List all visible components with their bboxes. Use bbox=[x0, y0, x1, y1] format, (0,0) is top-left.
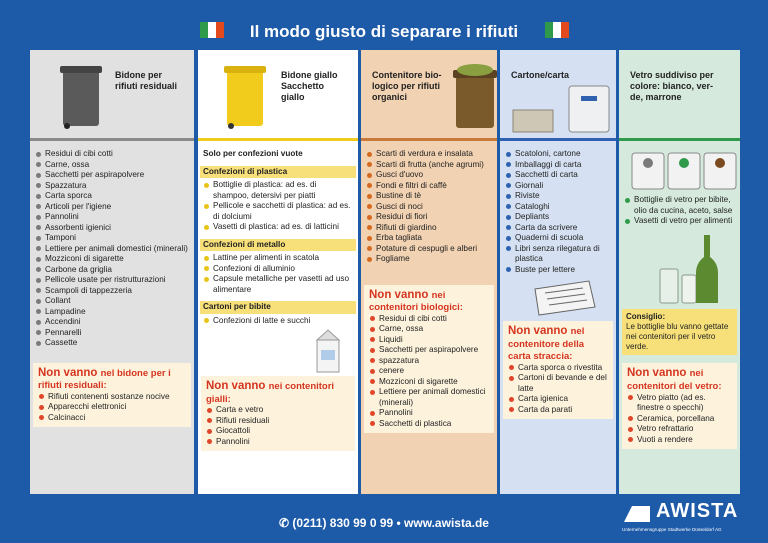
list-item: Pannolini bbox=[35, 212, 189, 223]
list-item: Gusci d'uovo bbox=[366, 170, 492, 181]
list-item: Giornali bbox=[505, 181, 611, 192]
column-heading: Vetro suddiviso per colore: bianco, ver- de, marrone bbox=[630, 70, 714, 102]
allowed-list bbox=[366, 149, 492, 265]
list-item: Liquidi bbox=[369, 335, 489, 346]
list-item: Sacchetti di carta bbox=[505, 170, 611, 181]
list-item: Rifiuti residuali bbox=[206, 416, 350, 427]
list-item: Scarti di verdura e insalata bbox=[366, 149, 492, 160]
organic-bin-icon bbox=[452, 62, 498, 132]
list-item: Vasetti di vetro per alimenti bbox=[624, 216, 735, 227]
column-residual-waste bbox=[30, 50, 194, 494]
glass-bottles-icon bbox=[652, 231, 722, 307]
list-item: Lampadine bbox=[35, 307, 189, 318]
not-allowed-box: Non vanno nei contenitori gialli: Carta e vetro Rifiuti residuali Giocattoli Pannolini bbox=[201, 376, 355, 451]
list-item: Cassette bbox=[35, 338, 189, 349]
list-item: Gusci di noci bbox=[366, 202, 492, 213]
list-item: Accendini bbox=[35, 317, 189, 328]
list-item: Mozziconi di sigarette bbox=[369, 377, 489, 388]
list-item: Imballaggi di carta bbox=[505, 160, 611, 171]
yellow-bin-icon bbox=[221, 62, 271, 130]
list-item: Spazzatura bbox=[35, 181, 189, 192]
newspaper-icon bbox=[529, 279, 599, 317]
allowed-list bbox=[505, 149, 611, 275]
list-item: Bustine di tè bbox=[366, 191, 492, 202]
column-heading: Bidone giallo Sacchetto giallo bbox=[281, 70, 338, 102]
list-item: Bottiglie di vetro per bibite, olio da cucina, aceto, salse bbox=[624, 195, 735, 216]
list-item: Pellicole e sacchetti di plastica: ad es. di dolciumi bbox=[203, 201, 353, 222]
column-yellow-bin bbox=[198, 50, 358, 494]
list-item: Lettiere per animali domestici (minerali) bbox=[369, 387, 489, 408]
page-title: Il modo giusto di separare i rifiuti bbox=[249, 22, 519, 41]
paper-bins-icon bbox=[511, 82, 615, 134]
list-item: Rifiuti di giardino bbox=[366, 223, 492, 234]
list-item: Articoli per l'igiene bbox=[35, 202, 189, 213]
list-item: Vuoti a rendere bbox=[627, 435, 732, 446]
list-item: Collant bbox=[35, 296, 189, 307]
column-heading: Cartone/carta bbox=[511, 70, 570, 80]
column-organic-waste bbox=[361, 50, 497, 494]
list-item: Mozziconi di sigarette bbox=[35, 254, 189, 265]
not-allowed-box: Non vanno nei contenitori del vetro: Vetro piatto (ad es. finestre o specchi) Ceramica, porcellana Vetro refrattario Vuoti a rendere bbox=[622, 363, 737, 449]
list-item: Lettiere per animali domestici (minerali) bbox=[35, 244, 189, 255]
list-item: Bottiglie di plastica: ad es. di shampoo, detersivi per piatti bbox=[203, 180, 353, 201]
list-item: Carne, ossa bbox=[369, 324, 489, 335]
list-item: Riviste bbox=[505, 191, 611, 202]
list-item: Assorbenti igienici bbox=[35, 223, 189, 234]
subheading-cartons: Cartoni per bibite bbox=[200, 301, 356, 314]
list-item: Capsule metalliche per vasetti ad uso alimentare bbox=[203, 274, 353, 295]
list-item: Pellicole usate per ristrutturazioni bbox=[35, 275, 189, 286]
not-allowed-box: Non vanno nel bidone per i rifiuti residuali: Rifiuti contenenti sostanze nocive Apparecchi elettronici Calcinacci bbox=[33, 363, 191, 428]
flag-italy-right bbox=[545, 22, 569, 38]
list-item: Vasetti di plastica: ad es. di latticini bbox=[203, 222, 353, 233]
not-allowed-box: Non vanno nei contenitori biologici: Residui di cibi cotti Carne, ossa Liquidi Sacchetti per aspirapolvere spazzatura cenere Mozziconi di sigarette Lettiere per animali domestici (minerali) Pannolini Sacchetti di plastica bbox=[364, 285, 494, 434]
truck-logo-icon bbox=[622, 502, 652, 526]
list-item: Sacchetti per aspirapolvere bbox=[35, 170, 189, 181]
list-item: Pannolini bbox=[369, 408, 489, 419]
list-item: Scampoli di tappezzeria bbox=[35, 286, 189, 297]
list-item: Sacchetti per aspirapolvere bbox=[369, 345, 489, 356]
list-item: Residui di cibi cotti bbox=[35, 149, 189, 160]
list-item: Carta e vetro bbox=[206, 405, 350, 416]
list-item: spazzatura bbox=[369, 356, 489, 367]
allowed-list bbox=[624, 195, 735, 227]
list-item: Ceramica, porcellana bbox=[627, 414, 732, 425]
glass-bins-icon bbox=[630, 145, 738, 191]
list-item: Sacchetti di plastica bbox=[369, 419, 489, 430]
footer-contact: ✆ (0211) 830 99 0 99 • www.awista.de bbox=[279, 516, 489, 530]
list-item: Depliants bbox=[505, 212, 611, 223]
list-item: Carbone da griglia bbox=[35, 265, 189, 276]
list-item: Scarti di frutta (anche agrumi) bbox=[366, 160, 492, 171]
column-paper bbox=[500, 50, 616, 494]
list-item: Rifiuti contenenti sostanze nocive bbox=[38, 392, 186, 403]
subheading-plastic: Confezioni di plastica bbox=[200, 166, 356, 179]
tip-box: Consiglio: Le bottiglie blu vanno gettate nei contenitori per il vetro verde. bbox=[622, 309, 737, 356]
grey-bin-icon bbox=[57, 62, 105, 130]
list-item: Residui di fiori bbox=[366, 212, 492, 223]
list-item: Carta da scrivere bbox=[505, 223, 611, 234]
list-item: Vetro refrattario bbox=[627, 424, 732, 435]
list-item: Apparecchi elettronici bbox=[38, 402, 186, 413]
list-item: Pannolini bbox=[206, 437, 350, 448]
list-item: Giocattoli bbox=[206, 426, 350, 437]
allowed-list bbox=[35, 149, 189, 349]
list-item: cenere bbox=[369, 366, 489, 377]
subheading-metal: Confezioni di metallo bbox=[200, 239, 356, 252]
list-item: Carta igienica bbox=[508, 394, 608, 405]
list-item: Carta sporca o rivestita bbox=[508, 363, 608, 374]
list-item: Carta sporca bbox=[35, 191, 189, 202]
list-item: Vetro piatto (ad es. finestre o specchi) bbox=[627, 393, 732, 414]
intro-text: Solo per confezioni vuote bbox=[203, 149, 303, 158]
list-item: Pennarelli bbox=[35, 328, 189, 339]
list-item: Lattine per alimenti in scatola bbox=[203, 253, 353, 264]
list-item: Fogliame bbox=[366, 254, 492, 265]
list-item: Confezioni di alluminio bbox=[203, 264, 353, 275]
list-item: Cataloghi bbox=[505, 202, 611, 213]
column-glass bbox=[619, 50, 740, 494]
list-item: Erba tagliata bbox=[366, 233, 492, 244]
column-heading: Contenitore bio- logico per rifiuti organici bbox=[372, 70, 442, 102]
list-item: Carne, ossa bbox=[35, 160, 189, 171]
list-item: Cartoni di bevande e del latte bbox=[508, 373, 608, 394]
list-item: Carta da parati bbox=[508, 405, 608, 416]
list-item: Tamponi bbox=[35, 233, 189, 244]
list-item: Potature di cespugli e alberi bbox=[366, 244, 492, 255]
list-item: Libri senza rilegatura di plastica bbox=[505, 244, 611, 265]
column-heading: Bidone per rifiuti residuali bbox=[115, 70, 178, 91]
list-item: Calcinacci bbox=[38, 413, 186, 424]
list-item: Residui di cibi cotti bbox=[369, 314, 489, 325]
list-item: Scatoloni, cartone bbox=[505, 149, 611, 160]
list-item: Confezioni di latte e succhi bbox=[203, 316, 353, 327]
list-item: Quaderni di scuola bbox=[505, 233, 611, 244]
list-item: Fondi e filtri di caffè bbox=[366, 181, 492, 192]
list-item: Buste per lettere bbox=[505, 265, 611, 276]
not-allowed-box: Non vanno nel contenitore della carta straccia: Carta sporca o rivestita Cartoni di bevande e del latte Carta igienica Carta da parati bbox=[503, 321, 613, 419]
milk-carton-icon bbox=[313, 328, 343, 374]
